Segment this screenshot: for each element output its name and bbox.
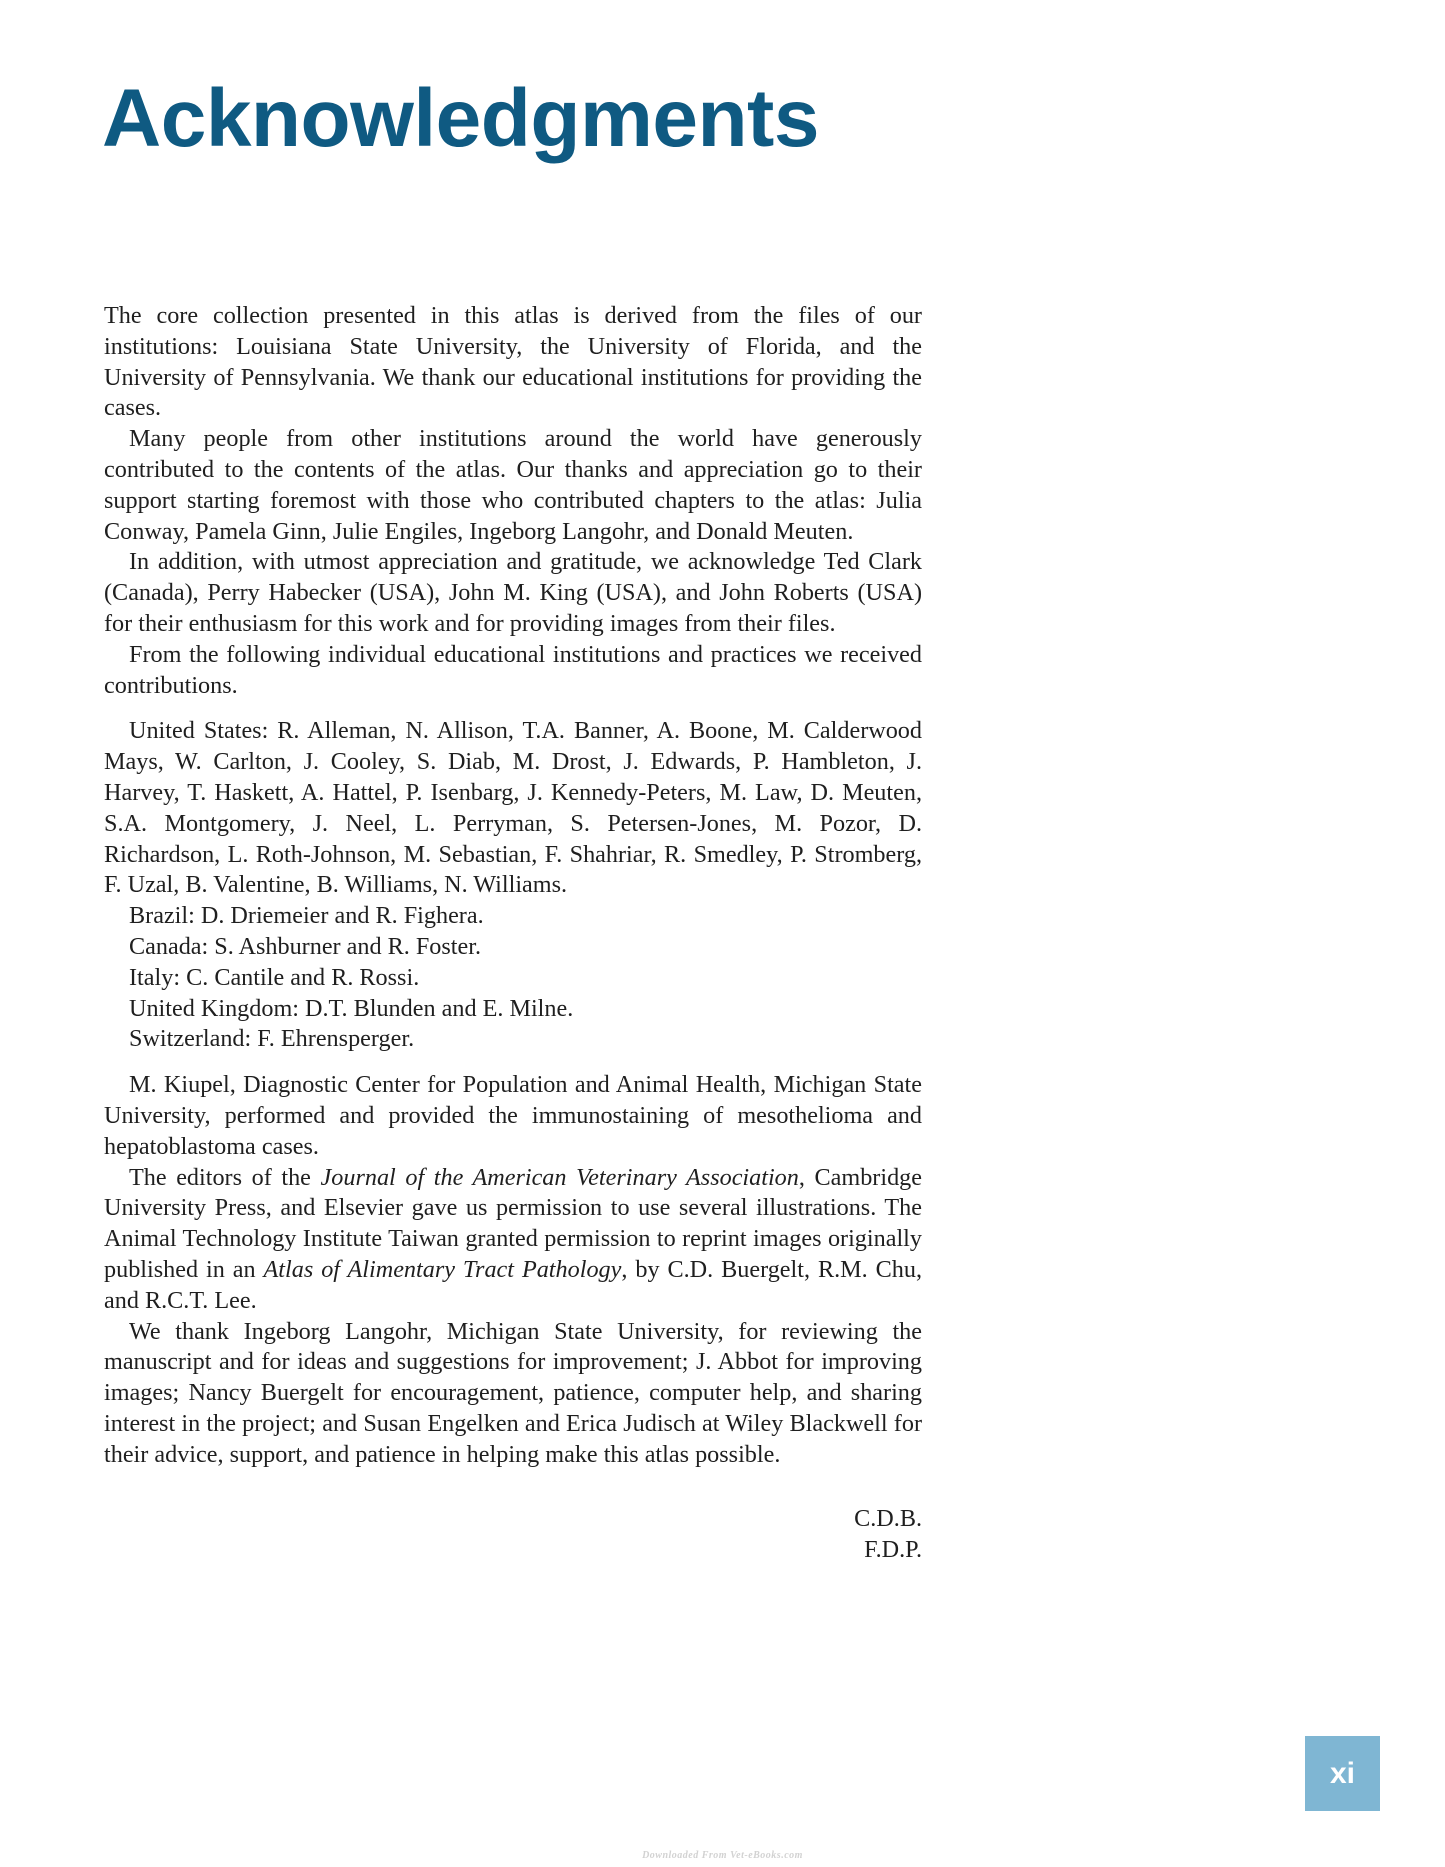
paragraph-immunostaining: M. Kiupel, Diagnostic Center for Population and Animal Health, Michigan State University, performed and provided the immunostaining of mesothelioma and hepatoblastoma cases. xyxy=(104,1071,922,1160)
paragraph-image-contributors: In addition, with utmost appreciation and gratitude, we acknowledge Ted Clark (Canada), Perry Habecker (USA), John M. King (USA), and John Roberts (USA) for their enthusiasm for this work and for providing images from their files. xyxy=(104,548,922,637)
download-watermark: Downloaded From Vet-eBooks.com xyxy=(642,1850,803,1861)
page-title: Acknowledgments xyxy=(102,73,819,164)
permissions-text-c: , by C.D. Buergelt, R.M. Chu, and R.C.T. Lee. xyxy=(104,1255,923,1314)
contributors-italy: Italy: C. Cantile and R. Rossi. xyxy=(129,963,420,991)
paragraph-thanks: We thank Ingeborg Langohr, Michigan State University, for reviewing the manuscript and for ideas and suggestions for improvement; J. Abbot for improving images; Nancy Buergelt for encouragement, patience, computer help, and sharing interest in the project; and Susan Engelken and Erica Judisch at Wiley Blackwell for their advice, support, and patience in helping make this atlas possible. xyxy=(104,1317,922,1468)
contributors-canada: Canada: S. Ashburner and R. Foster. xyxy=(129,932,482,960)
contributors-united-states: United States: R. Alleman, N. Allison, T.A. Banner, A. Boone, M. Calderwood Mays, W. Carlton, J. Cooley, S. Diab, M. Drost, J. Edwards, P. Hambleton, J. Harvey, T. Haskett, A. Hattel, P. Isenbarg, J. Kennedy-Peters, M. Law, D. Meuten, S.A. Montgomery, J. Neel, L. Perryman, S. Petersen-Jones, M. Pozor, D. Richardson, L. Roth-Johnson, M. Sebastian, F. Shahriar, R. Smedley, P. Stromberg, F. Uzal, B. Valentine, B. Williams, N. Williams. xyxy=(104,717,922,899)
section-gap xyxy=(104,701,922,716)
signature-block xyxy=(104,1504,922,1566)
permissions-text-b: , Cambridge University Press, and Elsevier gave us permission to use several illustrations. The Animal Technology Institute Taiwan granted permission to reprint images originally published in an xyxy=(104,1163,922,1283)
page-number-badge: xi xyxy=(1305,1736,1380,1811)
paragraph-institutions: The core collection presented in this atlas is derived from the files of our institutions: Louisiana State University, the University of Florida, and the University of Pennsylvania. We thank our educational institutions for providing the cases. xyxy=(104,302,922,422)
permissions-text-a: The editors of the xyxy=(129,1163,321,1191)
contributors-united-kingdom: United Kingdom: D.T. Blunden and E. Milne. xyxy=(129,994,574,1022)
atlas-title: Atlas of Alimentary Tract Pathology xyxy=(263,1255,622,1283)
journal-title: Journal of the American Veterinary Association xyxy=(320,1163,799,1191)
section-gap xyxy=(104,1055,922,1070)
contributors-brazil: Brazil: D. Driemeier and R. Fighera. xyxy=(129,902,484,930)
contributors-switzerland: Switzerland: F. Ehrensperger. xyxy=(129,1025,415,1053)
paragraph-chapter-contributors: Many people from other institutions around the world have generously contributed to the contents of the atlas. Our thanks and appreciation go to their support starting foremost with those who contributed chapters to the atlas: Julia Conway, Pamela Ginn, Julie Engiles, Ingeborg Langohr, and Donald Meuten. xyxy=(104,425,922,545)
signature-initials-fdp: F.D.P. xyxy=(864,1536,922,1564)
paragraph-institutions-intro: From the following individual educational institutions and practices we received contributions. xyxy=(104,640,922,699)
acknowledgments-body xyxy=(104,301,922,1566)
paragraph-permissions xyxy=(104,1163,922,1317)
signature-initials-cdb: C.D.B. xyxy=(854,1505,922,1533)
